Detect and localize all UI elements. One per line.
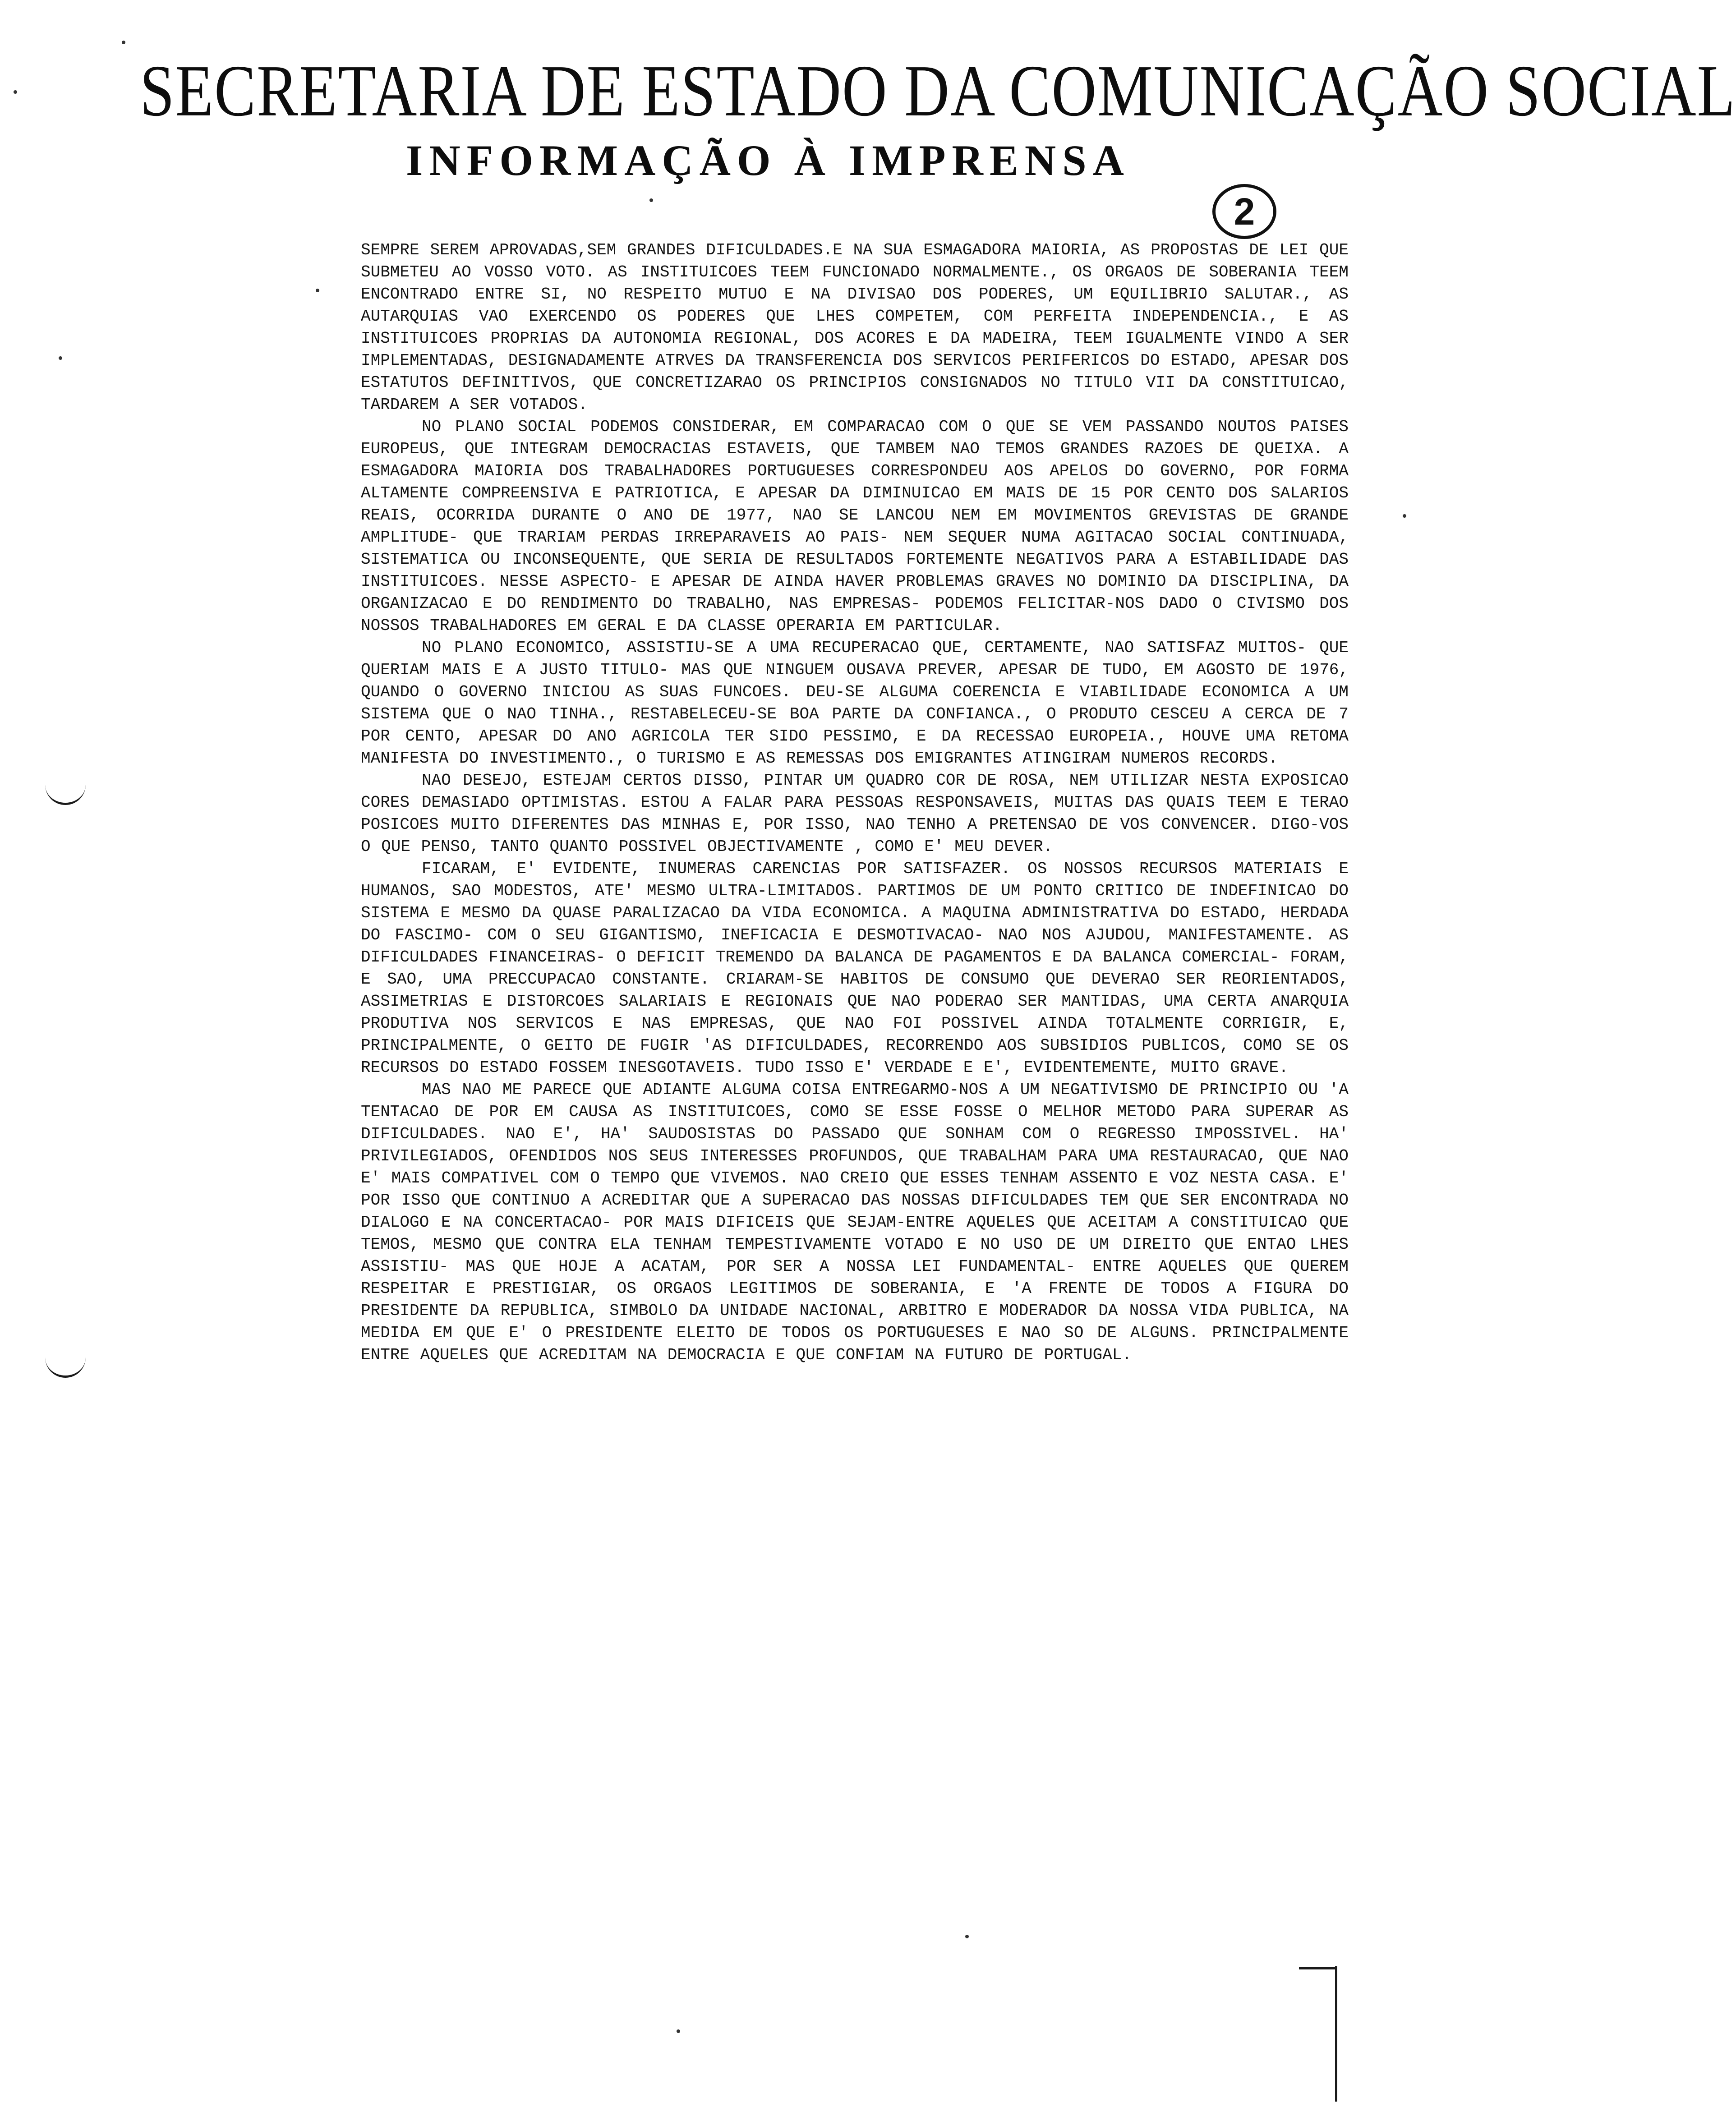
document-body [361,239,1349,1366]
paragraph-6: MAS NAO ME PARECE QUE ADIANTE ALGUMA COISA ENTREGARMO-NOS A UM NEGATIVISMO DE PRINCIPIO OU 'A TENTACAO DE POR EM CAUSA AS INSTITUICOES, COMO SE ESSE FOSSE O MELHOR METODO PARA SUPERAR AS DIFICULDADES. NAO E', HA' SAUDOSISTAS DO PASSADO QUE SONHAM COM O REGRESSO IMPOSSIVEL. HA' PRIVILEGIADOS, OFENDIDOS NOS SEUS INTERESSES PROFUNDOS, QUE TRABALHAM PARA UMA RESTAURACAO, QUE NAO E' MAIS COMPATIVEL COM O TEMPO QUE VIVEMOS. NAO CREIO QUE ESSES TENHAM ASSENTO E VOZ NESTA CASA. E' POR ISSO QUE CONTINUO A ACREDITAR QUE A SUPERACAO DAS NOSSAS DIFICULDADES TEM QUE SER ENCONTRADA NO DIALOGO E NA CONCERTACAO- POR MAIS DIFICEIS QUE SEJAM-ENTRE AQUELES QUE ACEITAM A CONSTITUICAO QUE TEMOS, MESMO QUE CONTRA ELA TENHAM TEMPESTIVAMENTE VOTADO E NO USO DE UM DIREITO QUE ENTAO LHES ASSISTIU- MAS QUE HOJE A ACATAM, POR SER A NOSSA LEI FUNDAMENTAL- ENTRE AQUELES QUE QUEREM RESPEITAR E PRESTIGIAR, OS ORGAOS LEGITIMOS DE SOBERANIA, E 'A FRENTE DE TODOS A FIGURA DO PRESIDENTE DA REPUBLICA, SIMBOLO DA UNIDADE NACIONAL, ARBITRO E MODERADOR DA NOSSA VIDA PUBLICA, NA MEDIDA EM QUE E' O PRESIDENTE ELEITO DE TODOS OS PORTUGUESES E NAO SO DE ALGUNS. PRINCIPALMENTE ENTRE AQUELES QUE ACREDITAM NA DEMOCRACIA E QUE CONFIAM NA FUTURO DE PORTUGAL. [361,1081,1349,1364]
scan-speck [649,198,653,202]
scan-speck [122,41,125,44]
scan-speck [965,1935,969,1938]
paragraph-3: NO PLANO ECONOMICO, ASSISTIU-SE A UMA RECUPERACAO QUE, CERTAMENTE, NAO SATISFAZ MUITOS- QUE QUERIAM MAIS E A JUSTO TITULO- MAS QUE NINGUEM OUSAVA PREVER, APESAR DE TUDO, EM AGOSTO DE 1976, QUANDO O GOVERNO INICIOU AS SUAS FUNCOES. DEU-SE ALGUMA COERENCIA E VIABILIDADE ECONOMICA A UM SISTEMA QUE O NAO TINHA., RESTABELECEU-SE BOA PARTE DA CONFIANCA., O PRODUTO CESCEU A CERCA DE 7 POR CENTO, APESAR DO ANO AGRICOLA TER SIDO PESSIMO, E DA RECESSAO EUROPEIA., HOUVE UMA RETOMA MANIFESTA DO INVESTIMENTO., O TURISMO E AS REMESSAS DOS EMIGRANTES ATINGIRAM NUMEROS RECORDS. [361,639,1349,768]
scan-speck [59,356,62,360]
paragraph-5: FICARAM, E' EVIDENTE, INUMERAS CARENCIAS POR SATISFAZER. OS NOSSOS RECURSOS MATERIAIS E HUMANOS, SAO MODESTOS, ATE' MESMO ULTRA-LIMITADOS. PARTIMOS DE UM PONTO CRITICO DE INDEFINICAO DO SISTEMA E MESMO DA QUASE PARALIZACAO DA VIDA ECONOMICA. A MAQUINA ADMINISTRATIVA DO ESTADO, HERDADA DO FASCIMO- COM O SEU GIGANTISMO, INEFICACIA E DESMOTIVACAO- NAO NOS AJUDOU, MANIFESTAMENTE. AS DIFICULDADES FINANCEIRAS- O DEFICIT TREMENDO DA BALANCA DE PAGAMENTOS E DA BALANCA COMERCIAL- FORAM, E SAO, UMA PRECCUPACAO CONSTANTE. CRIARAM-SE HABITOS DE CONSUMO QUE DEVERAO SER REORIENTADOS, ASSIMETRIAS E DISTORCOES SALARIAIS E REGIONAIS QUE NAO PODERAO SER MANTIDAS, UMA CERTA ANARQUIA PRODUTIVA NOS SERVICOS E NAS EMPRESAS, QUE NAO FOI POSSIVEL AINDA TOTALMENTE CORRIGIR, E, PRINCIPALMENTE, O GEITO DE FUGIR 'AS DIFICULDADES, RECORRENDO AOS SUBSIDIOS PUBLICOS, COMO SE OS RECURSOS DO ESTADO FOSSEM INESGOTAVEIS. TUDO ISSO E' VERDADE E E', EVIDENTEMENTE, MUITO GRAVE. [361,860,1349,1077]
paragraph-1: SEMPRE SEREM APROVADAS,SEM GRANDES DIFICULDADES.E NA SUA ESMAGADORA MAIORIA, AS PROPOSTAS DE LEI QUE SUBMETEU AO VOSSO VOTO. AS INSTITUICOES TEEM FUNCIONADO NORMALMENTE., OS ORGAOS DE SOBERANIA TEEM ENCONTRADO ENTRE SI, NO RESPEITO MUTUO E NA DIVISAO DOS PODERES, UM EQUILIBRIO SALUTAR., AS AUTARQUIAS VAO EXERCENDO OS PODERES QUE LHES COMPETEM, COM PERFEITA INDEPENDENCIA., E AS INSTITUICOES PROPRIAS DA AUTONOMIA REGIONAL, DOS ACORES E DA MADEIRA, TEEM IGUALMENTE VINDO A SER IMPLEMENTADAS, DESIGNADAMENTE ATRVES DA TRANSFERENCIA DOS SERVICOS PERIFERICOS DO ESTADO, APESAR DOS ESTATUTOS DEFINITIVOS, QUE CONCRETIZARAO OS PRINCIPIOS CONSIGNADOS NO TITULO VII DA CONSTITUICAO, TARDAREM A SER VOTADOS. [361,241,1349,414]
page-number: 2 [1212,184,1276,239]
scan-speck [316,289,319,292]
scan-speck [1403,514,1406,518]
scan-edge-tick [1299,1967,1335,1969]
scan-edge-line [1335,1966,1337,2102]
scan-speck [14,90,17,94]
margin-mark-upper [45,785,86,805]
paragraph-2: NO PLANO SOCIAL PODEMOS CONSIDERAR, EM COMPARACAO COM O QUE SE VEM PASSANDO NOUTOS PAISES EUROPEUS, QUE INTEGRAM DEMOCRACIAS ESTAVEIS, QUE TAMBEM NAO TEMOS GRANDES RAZOES DE QUEIXA. A ESMAGADORA MAIORIA DOS TRABALHADORES PORTUGUESES CORRESPONDEU AOS APELOS DO GOVERNO, POR FORMA ALTAMENTE COMPREENSIVA E PATRIOTICA, E APESAR DA DIMINUICAO EM MAIS DE 15 POR CENTO DOS SALARIOS REAIS, OCORRIDA DURANTE O ANO DE 1977, NAO SE LANCOU NEM EM MOVIMENTOS GREVISTAS DE GRANDE AMPLITUDE- QUE TRARIAM PERDAS IRREPARAVEIS AO PAIS- NEM SEQUER NUMA AGITACAO SOCIAL CONTINUADA, SISTEMATICA OU INCONSEQUENTE, QUE SERIA DE RESULTADOS FORTEMENTE NEGATIVOS PARA A ESTABILIDADE DAS INSTITUICOES. NESSE ASPECTO- E APESAR DE AINDA HAVER PROBLEMAS GRAVES NO DOMINIO DA DISCIPLINA, DA ORGANIZACAO E DO RENDIMENTO DO TRABALHO, NAS EMPRESAS- PODEMOS FELICITAR-NOS DADO O CIVISMO DOS NOSSOS TRABALHADORES EM GERAL E DA CLASSE OPERARIA EM PARTICULAR. [361,418,1349,635]
page-subtitle: INFORMAÇÃO À IMPRENSA [406,136,1130,184]
scan-speck [677,2029,680,2033]
margin-mark-lower [45,1357,86,1378]
page-title: SECRETARIA DE ESTADO DA COMUNICAÇÃO SOCIAL [140,50,1736,132]
paragraph-4: NAO DESEJO, ESTEJAM CERTOS DISSO, PINTAR UM QUADRO COR DE ROSA, NEM UTILIZAR NESTA EXPOSICAO CORES DEMASIADO OPTIMISTAS. ESTOU A FALAR PARA PESSOAS RESPONSAVEIS, MUITAS DAS QUAIS TEEM E TERAO POSICOES MUITO DIFERENTES DAS MINHAS E, POR ISSO, NAO TENHO A PRETENSAO DE VOS CONVENCER. DIGO-VOS O QUE PENSO, TANTO QUANTO POSSIVEL OBJECTIVAMENTE , COMO E' MEU DEVER. [361,771,1349,856]
